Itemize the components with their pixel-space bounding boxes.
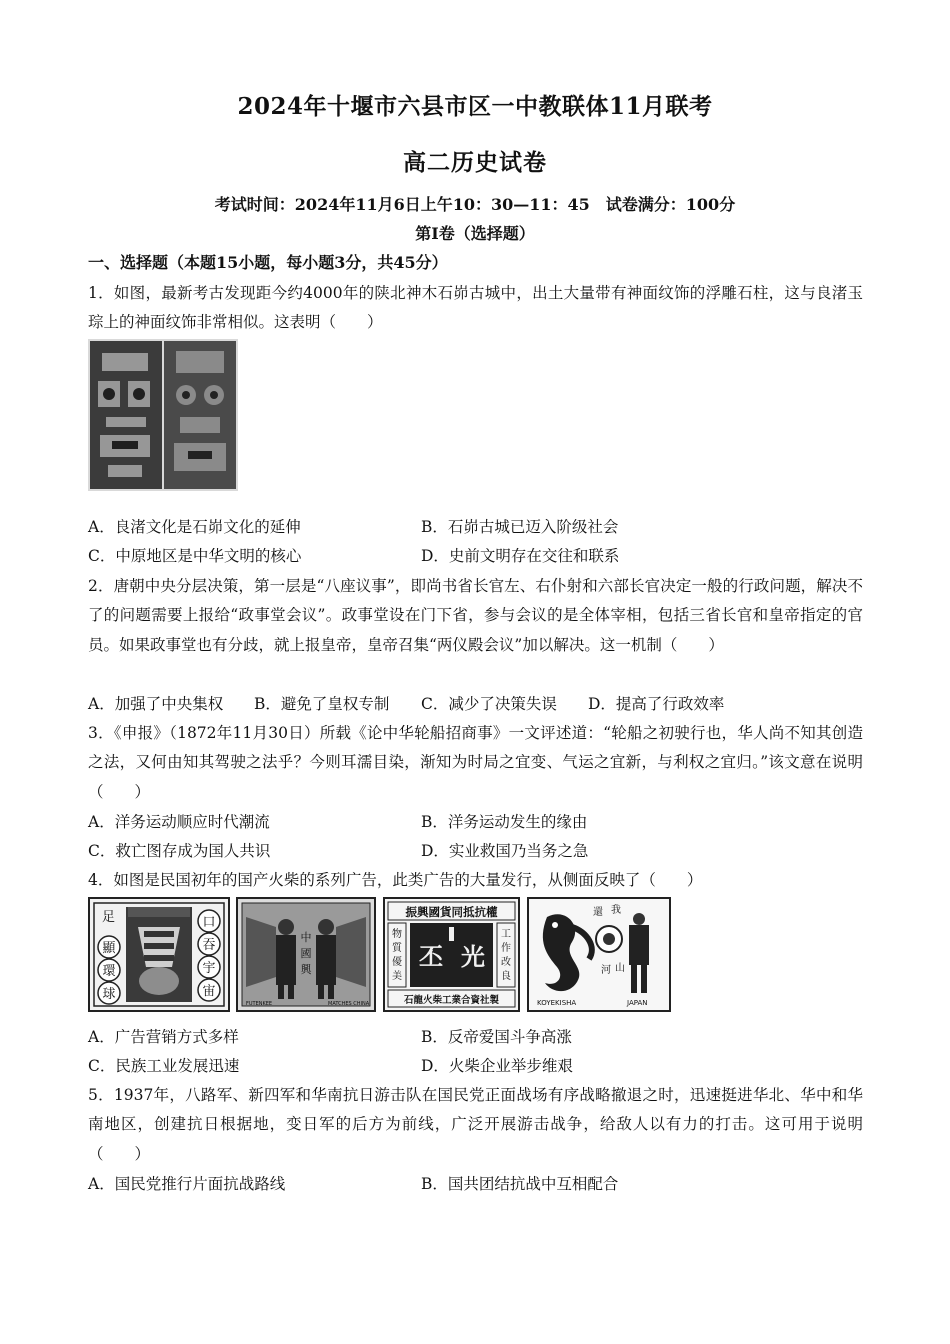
vertical-char: 美 (392, 971, 402, 982)
q1-option-b[interactable]: B．石峁古城已迈入阶级社会 (421, 518, 619, 536)
q3-option-b[interactable]: B．洋务运动发生的缘由 (421, 813, 588, 831)
question-5-stem: 5．1937年，八路军、新四军和华南抗日游击队在国民党正面战场有序战略撤退之时，迅速挺进华北、华中和华南地区，创建抗日根据地，变日军的后方为前线，广泛开展游击战争，给敌人以有力的打击。这可用于说明（ ） (88, 1086, 863, 1163)
label1-top-text: 足 (102, 910, 116, 925)
label4-char-1: 還 (593, 907, 603, 918)
volume-heading: 第Ⅰ卷（选择题） (415, 224, 535, 243)
label2-brand-right: MATCHES CHINA (328, 1001, 370, 1007)
q4-option-c[interactable]: C．民族工业发展迅速 (88, 1057, 240, 1075)
label1-char-2: 吞 (202, 938, 216, 953)
q5-option-a[interactable]: A．国民党推行片面抗战路线 (88, 1175, 286, 1193)
label3-bottom-text: 石龍火柴工業合資社製 (403, 995, 500, 1006)
q1-option-d[interactable]: D．史前文明存在交往和联系 (421, 547, 620, 565)
match-ad-label-2 (236, 897, 376, 1012)
stone-pillar-relief-image (88, 339, 238, 491)
q2-option-a[interactable]: A．加强了中央集权 (88, 695, 224, 713)
section-heading: 一、选择题（本题15小题，每小题3分，共45分） (88, 253, 448, 272)
question-3-stem: 3．《申报》（1872年11月30日）所载《论中华轮船招商事》一文评述道：“轮船之初驶行也，华人尚不知其创造之法，又何由知其驾驶之法乎？今则耳濡目染，渐知为时局之宜变、气运之宜新，与利权之宜归。”该文意在说明（ ） (88, 724, 863, 801)
label1-char-1: 口 (202, 915, 216, 930)
vertical-char: 質 (392, 943, 402, 954)
match-ad-label-4 (527, 897, 671, 1012)
q1-option-c[interactable]: C．中原地区是中华文明的核心 (88, 547, 302, 565)
q1-option-a[interactable]: A．良渚文化是石峁文化的延伸 (88, 518, 301, 536)
label1-side-1: 顯 (102, 941, 116, 956)
exam-subtitle: 高二历史试卷 (403, 149, 547, 176)
q3-option-a[interactable]: A．洋务运动顺应时代潮流 (88, 813, 270, 831)
q4-option-d[interactable]: D．火柴企业举步维艰 (421, 1057, 573, 1075)
label2-char-3: 興 (300, 963, 312, 976)
label4-char-2: 我 (611, 905, 621, 916)
q4-option-a[interactable]: A．广告营销方式多样 (88, 1028, 239, 1046)
vertical-char: 工 (501, 929, 511, 940)
label2-char-2: 國 (300, 947, 312, 960)
label1-char-3: 宇 (202, 961, 216, 976)
label1-side-3: 球 (102, 987, 116, 1002)
vertical-char: 良 (501, 971, 511, 982)
label3-top-text: 振興國貨同抵抗權 (405, 905, 498, 919)
match-ad-label-3 (383, 897, 520, 1012)
question-2-stem: 2．唐朝中央分层决策，第一层是“八座议事”，即尚书省长官左、右仆射和六部长官决定一般的行政问题，解决不了的问题需要上报给“政事堂会议”。政事堂设在门下省，参与会议的是全体宰相，包括三省长官和皇帝指定的官员。如果政事堂也有分歧，就上报皇帝，皇帝召集“两仪殿会议”加以解决。这一机制（ ） (88, 577, 863, 654)
q4-option-b[interactable]: B．反帝爱国斗争高涨 (421, 1028, 572, 1046)
label4-char-3: 河 (601, 965, 611, 976)
question-1-stem: 1．如图，最新考古发现距今约4000年的陕北神木石峁古城中，出土大量带有神面纹饰的浮雕石柱，这与良渚玉琮上的神面纹饰非常相似。这表明（ ） (88, 284, 863, 332)
q5-option-b[interactable]: B．国共团结抗战中互相配合 (421, 1175, 619, 1193)
q3-option-d[interactable]: D．实业救国乃当务之急 (421, 842, 589, 860)
q2-option-c[interactable]: C．减少了决策失误 (421, 695, 557, 713)
label3-center-char-2: 光 (461, 942, 485, 971)
question-4-stem: 4．如图是民国初年的国产火柴的系列广告，此类广告的大量发行，从侧面反映了（ ） (88, 871, 703, 889)
label2-brand-left: FUTENKEE (246, 1001, 273, 1007)
match-ad-label-1 (88, 897, 230, 1012)
label3-center-char-1: 丕 (419, 942, 443, 971)
vertical-char: 物 (392, 929, 402, 940)
label2-char-1: 中 (300, 931, 312, 944)
exam-title: 2024年十堰市六县市区一中教联体11月联考 (237, 93, 713, 120)
label1-char-4: 宙 (202, 984, 216, 999)
exam-info: 考试时间：2024年11月6日上午10：30—11：45 试卷满分：100分 (214, 195, 736, 214)
vertical-char: 優 (392, 957, 402, 968)
label4-brand: KOYEKISHA (537, 999, 577, 1007)
q2-option-b[interactable]: B．避免了皇权专制 (254, 695, 390, 713)
vertical-char: 改 (501, 957, 511, 968)
q3-option-c[interactable]: C．救亡图存成为国人共识 (88, 842, 271, 860)
vertical-char: 作 (501, 943, 511, 954)
label4-brand-2: JAPAN (627, 999, 648, 1007)
q2-option-d[interactable]: D．提高了行政效率 (588, 695, 725, 713)
label1-side-2: 環 (102, 964, 116, 979)
label4-char-4: 山 (615, 963, 625, 974)
